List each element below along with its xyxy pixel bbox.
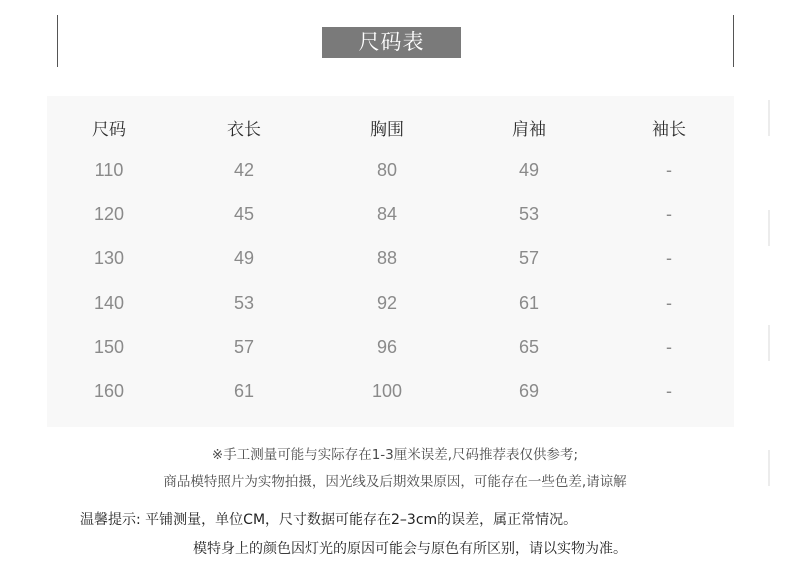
cell-shoulder-sleeve: 69 (518, 381, 540, 401)
cell-shoulder-sleeve: 65 (518, 337, 540, 357)
cell-sleeve-length: - (666, 204, 672, 224)
cell-shoulder-sleeve: 49 (518, 160, 540, 180)
cell-sleeve-length: - (666, 337, 672, 357)
cell-size: 150 (93, 337, 125, 357)
cell-chest: 92 (376, 293, 398, 313)
cell-size: 120 (93, 204, 125, 224)
table-row (47, 202, 734, 226)
cell-size: 110 (94, 160, 124, 180)
table-row (47, 291, 734, 315)
cell-chest: 100 (371, 381, 403, 401)
left-divider-line (57, 15, 58, 67)
edge-mark (768, 325, 770, 361)
cell-shoulder-sleeve: 57 (518, 248, 540, 268)
cell-chest: 80 (376, 160, 398, 180)
cell-shoulder-sleeve: 61 (518, 293, 540, 313)
table-row (47, 158, 734, 182)
edge-mark (768, 100, 770, 136)
color-difference-note: 商品模特照片为实物拍摄，因光线及后期效果原因，可能存在一些色差,请谅解 (163, 474, 627, 490)
table-row (47, 246, 734, 270)
warm-tip-color: 模特身上的颜色因灯光的原因可能会与原色有所区别，请以实物为准。 (193, 541, 627, 557)
cell-length: 61 (233, 381, 255, 401)
table-row (47, 335, 734, 359)
cell-chest: 96 (376, 337, 398, 357)
cell-shoulder-sleeve: 53 (518, 204, 540, 224)
cell-length: 57 (233, 337, 255, 357)
cell-length: 42 (233, 160, 255, 180)
cell-size: 160 (93, 381, 125, 401)
cell-size: 130 (93, 248, 125, 268)
header-size: 尺码 (92, 120, 126, 140)
cell-sleeve-length: - (666, 293, 672, 313)
table-header-row (47, 118, 734, 142)
header-length: 衣长 (227, 120, 261, 140)
cell-chest: 84 (376, 204, 398, 224)
header-shoulder-sleeve: 肩袖 (512, 120, 546, 140)
cell-sleeve-length: - (666, 381, 672, 401)
cell-length: 53 (233, 293, 255, 313)
cell-length: 45 (233, 204, 255, 224)
size-chart-title: 尺码表 (322, 27, 461, 58)
right-divider-line (733, 15, 734, 67)
table-row (47, 379, 734, 403)
warm-tip-measurement: 温馨提示: 平铺测量，单位CM，尺寸数据可能存在2–3cm的误差，属正常情况。 (80, 512, 578, 528)
measurement-note: ※手工测量可能与实际存在1-3厘米误差,尺码推荐表仅供参考; (211, 447, 579, 463)
edge-mark (768, 210, 770, 246)
cell-length: 49 (233, 248, 255, 268)
cell-sleeve-length: - (666, 160, 672, 180)
header-chest: 胸围 (370, 120, 404, 140)
cell-size: 140 (93, 293, 125, 313)
size-table (47, 96, 734, 427)
cell-chest: 88 (376, 248, 398, 268)
header-sleeve-length: 袖长 (652, 120, 686, 140)
cell-sleeve-length: - (666, 248, 672, 268)
